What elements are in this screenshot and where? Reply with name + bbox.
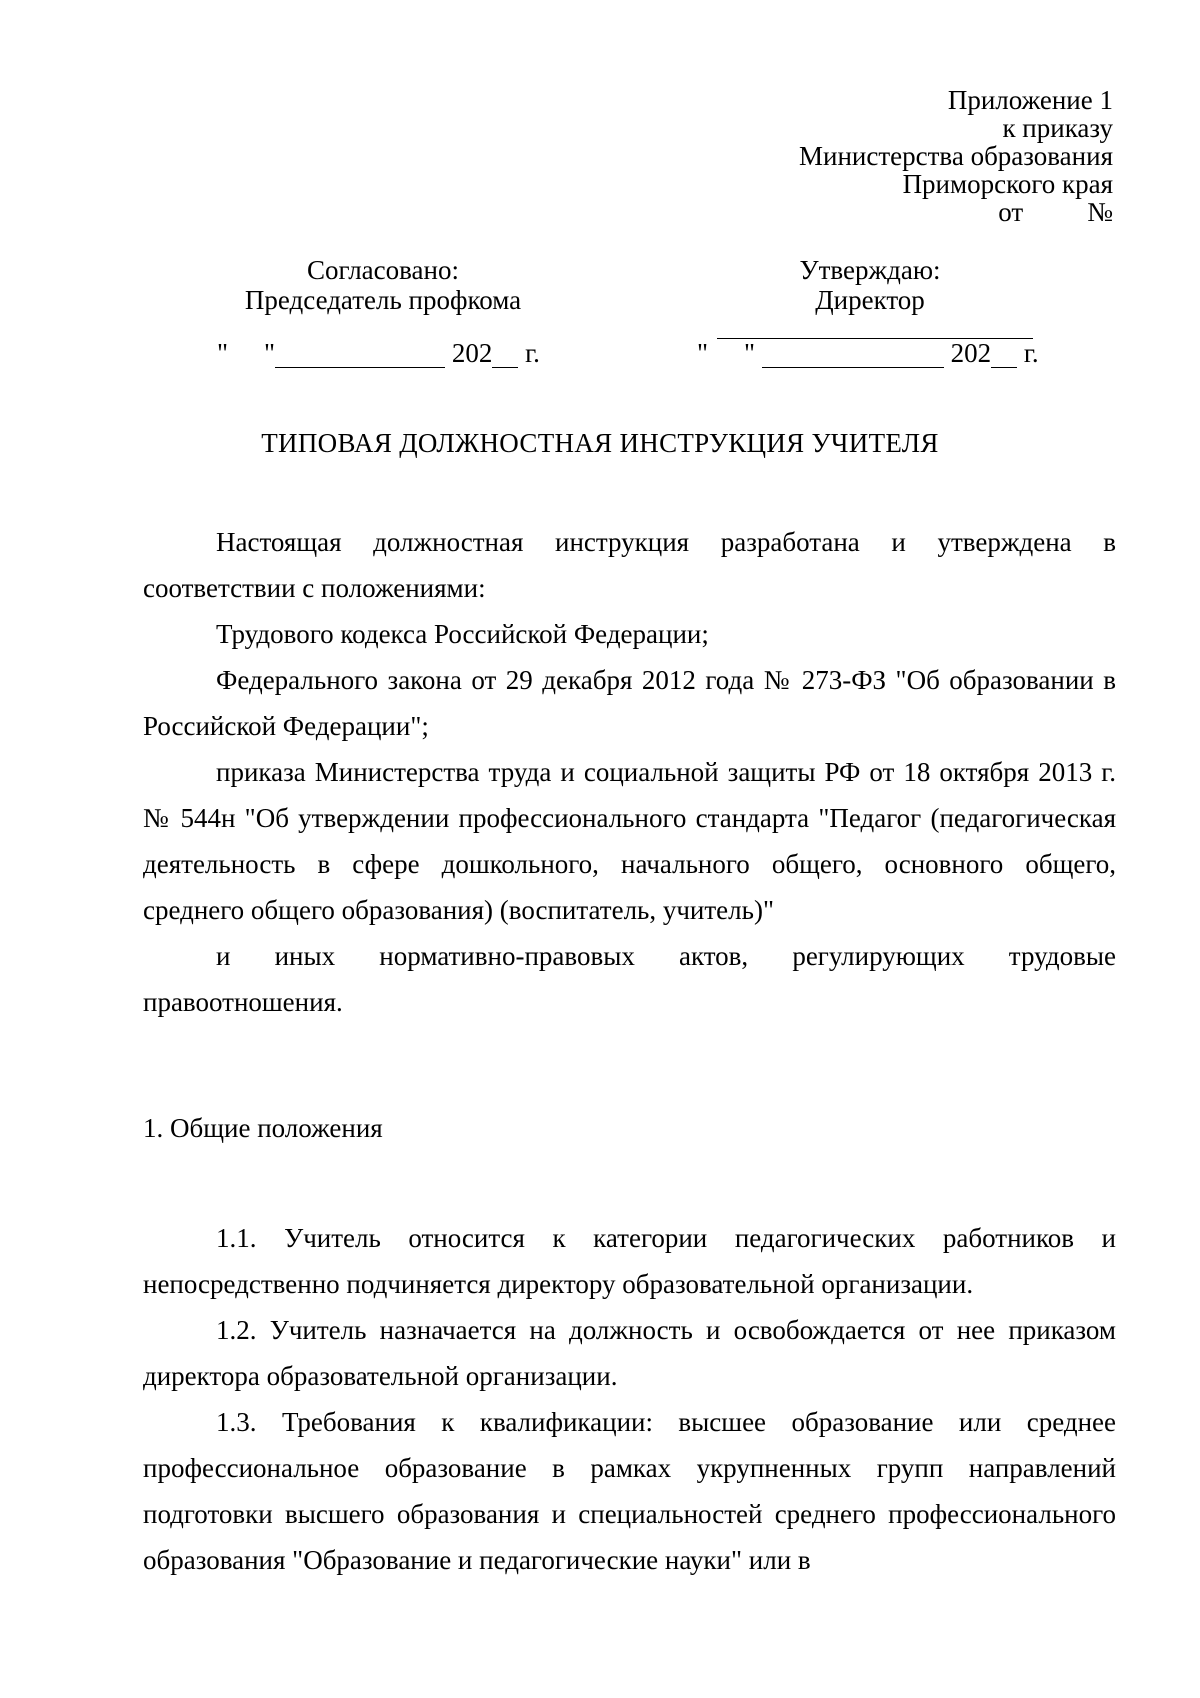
section-1-body — [143, 1215, 1116, 1583]
approved-date-line — [697, 338, 1039, 368]
section-paragraph: 1.2. Учитель назначается на должность и освобождается от нее приказом директора образовательной организации. — [143, 1315, 1116, 1391]
year-prefix: 202 — [451, 338, 493, 368]
intro-paragraph: Настоящая должностная инструкция разработана и утверждена в соответствии с положениями: — [143, 527, 1116, 603]
appendix-line: Министерства образования — [799, 141, 1113, 171]
appendix-from: от — [998, 197, 1024, 227]
year-blank — [492, 341, 518, 368]
approved-role: Директор — [815, 285, 925, 315]
year-suffix: г. — [1023, 338, 1039, 368]
appendix-order-ref — [799, 198, 1113, 226]
open-quote: " — [217, 338, 229, 368]
year-blank — [991, 341, 1017, 368]
appendix-number-sign: № — [1087, 197, 1113, 227]
agreed-title: Согласовано: — [307, 255, 459, 285]
appendix-header — [799, 86, 1113, 226]
appendix-line: к приказу — [1002, 113, 1113, 143]
year-prefix: 202 — [950, 338, 992, 368]
close-quote: " — [744, 338, 756, 368]
agreed-date-line — [217, 338, 540, 368]
intro-paragraph: Трудового кодекса Российской Федерации; — [216, 619, 709, 649]
year-suffix: г. — [525, 338, 540, 368]
section-paragraph: 1.3. Требования к квалификации: высшее образование или среднее профессиональное образование в рамках укрупненных групп направлений подготовки высшего образования и специальностей среднего профессионального образования "Образование и педагогические науки" или в — [143, 1407, 1116, 1575]
month-blank — [275, 341, 445, 368]
agreed-role: Председатель профкома — [244, 285, 522, 315]
section-heading: 1. Общие положения — [143, 1113, 383, 1143]
intro-paragraph: Федерального закона от 29 декабря 2012 года № 273-ФЗ "Об образовании в Российской Федерации"; — [143, 665, 1116, 741]
intro-paragraph: приказа Министерства труда и социальной защиты РФ от 18 октября 2013 г. № 544н "Об утверждении профессионального стандарта "Педагог (педагогическая деятельность в сфере дошкольного, начального общего, основного общего, среднего общего образования) (воспитатель, учитель)" — [143, 757, 1116, 925]
intro-section — [143, 519, 1116, 1025]
approved-title: Утверждаю: — [799, 255, 941, 285]
appendix-line: Приложение 1 — [947, 85, 1113, 115]
close-quote: " — [264, 338, 276, 368]
intro-paragraph: и иных нормативно-правовых актов, регулирующих трудовые правоотношения. — [143, 941, 1116, 1017]
month-blank — [762, 341, 944, 368]
document-title: ТИПОВАЯ ДОЛЖНОСТНАЯ ИНСТРУКЦИЯ УЧИТЕЛЯ — [261, 428, 939, 458]
approved-block — [730, 255, 1010, 315]
open-quote: " — [697, 338, 709, 368]
section-paragraph: 1.1. Учитель относится к категории педагогических работников и непосредственно подчиняется директору образовательной организации. — [143, 1223, 1116, 1299]
agreed-block — [233, 255, 533, 315]
appendix-line: Приморского края — [902, 169, 1113, 199]
